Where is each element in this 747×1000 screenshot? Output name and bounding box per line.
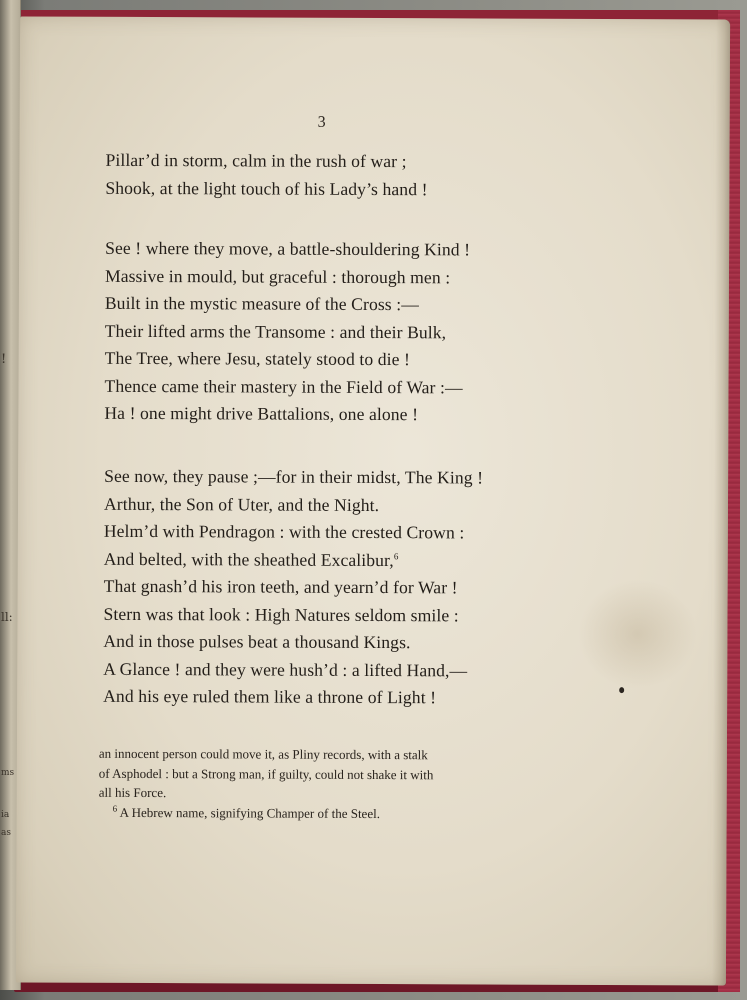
page-number: 3 xyxy=(317,113,326,131)
footnote-continued-line: of Asphodel : but a Strong man, if guilty, could not shake it with xyxy=(98,765,434,782)
verse-text: And belted, with the sheathed Excalibur, xyxy=(103,548,394,570)
verse-line: A Glance ! and they were hush’d : a lifted Hand,— xyxy=(103,658,468,680)
verse-line-with-note xyxy=(104,545,483,574)
verse-line: Shook, at the light touch of his Lady’s hand ! xyxy=(105,177,428,199)
footnote-number: 6 xyxy=(112,803,118,814)
verse-line: Helm’d with Pendragon : with the crested Crown : xyxy=(103,520,465,543)
paper-stain xyxy=(577,579,697,690)
facing-page-fragment: ! xyxy=(1,352,7,367)
verse-line: And in those pulses beat a thousand Kings. xyxy=(103,630,411,653)
verse-line: And his eye ruled them like a throne of Light ! xyxy=(103,685,437,708)
verse-line: Stern was that look : High Natures seldom smile : xyxy=(103,603,459,625)
footnote-continued-line: all his Force. xyxy=(98,784,167,801)
facing-page-fragment: ms xyxy=(1,768,15,778)
verse-line: Built in the mystic measure of the Cross :— xyxy=(104,292,420,315)
verse-line: Arthur, the Son of Uter, and the Night. xyxy=(103,493,380,515)
verse-line: See now, they pause ;—for in their midst, The King ! xyxy=(104,465,484,488)
verse-line: That gnash’d his iron teeth, and yearn’d for War ! xyxy=(103,575,458,598)
footnotes xyxy=(99,744,529,824)
verse-line: Pillar’d in storm, calm in the rush of war ; xyxy=(105,149,407,172)
facing-page-fragment: as xyxy=(1,828,11,838)
footnote-continued-line: an innocent person could move it, as Pliny records, with a stalk xyxy=(98,745,428,763)
footnote-6 xyxy=(99,802,529,823)
verse-line: Their lifted arms the Transome : and their Bulk, xyxy=(104,320,447,342)
facing-page-fragment: ll: xyxy=(1,610,13,624)
verse-line: Thence came their mastery in the Field of War :— xyxy=(104,375,463,397)
verse-line: See ! where they move, a battle-shouldering Kind ! xyxy=(105,237,471,260)
stanza-3 xyxy=(103,463,483,712)
verse-line: The Tree, where Jesu, stately stood to die ! xyxy=(104,347,411,370)
verse-line: Ha ! one might drive Battalions, one alone ! xyxy=(104,402,419,425)
stanza-2 xyxy=(104,235,470,429)
verse-line: Massive in mould, but graceful : thorough men : xyxy=(104,265,451,287)
footnote-marker: 6 xyxy=(393,550,399,561)
facing-page-fragment: ia xyxy=(1,810,10,820)
ink-speck xyxy=(619,687,624,693)
stanza-1 xyxy=(105,147,427,203)
book-page xyxy=(16,16,730,985)
footnote-text: A Hebrew name, signifying Champer of the Steel. xyxy=(119,804,381,821)
